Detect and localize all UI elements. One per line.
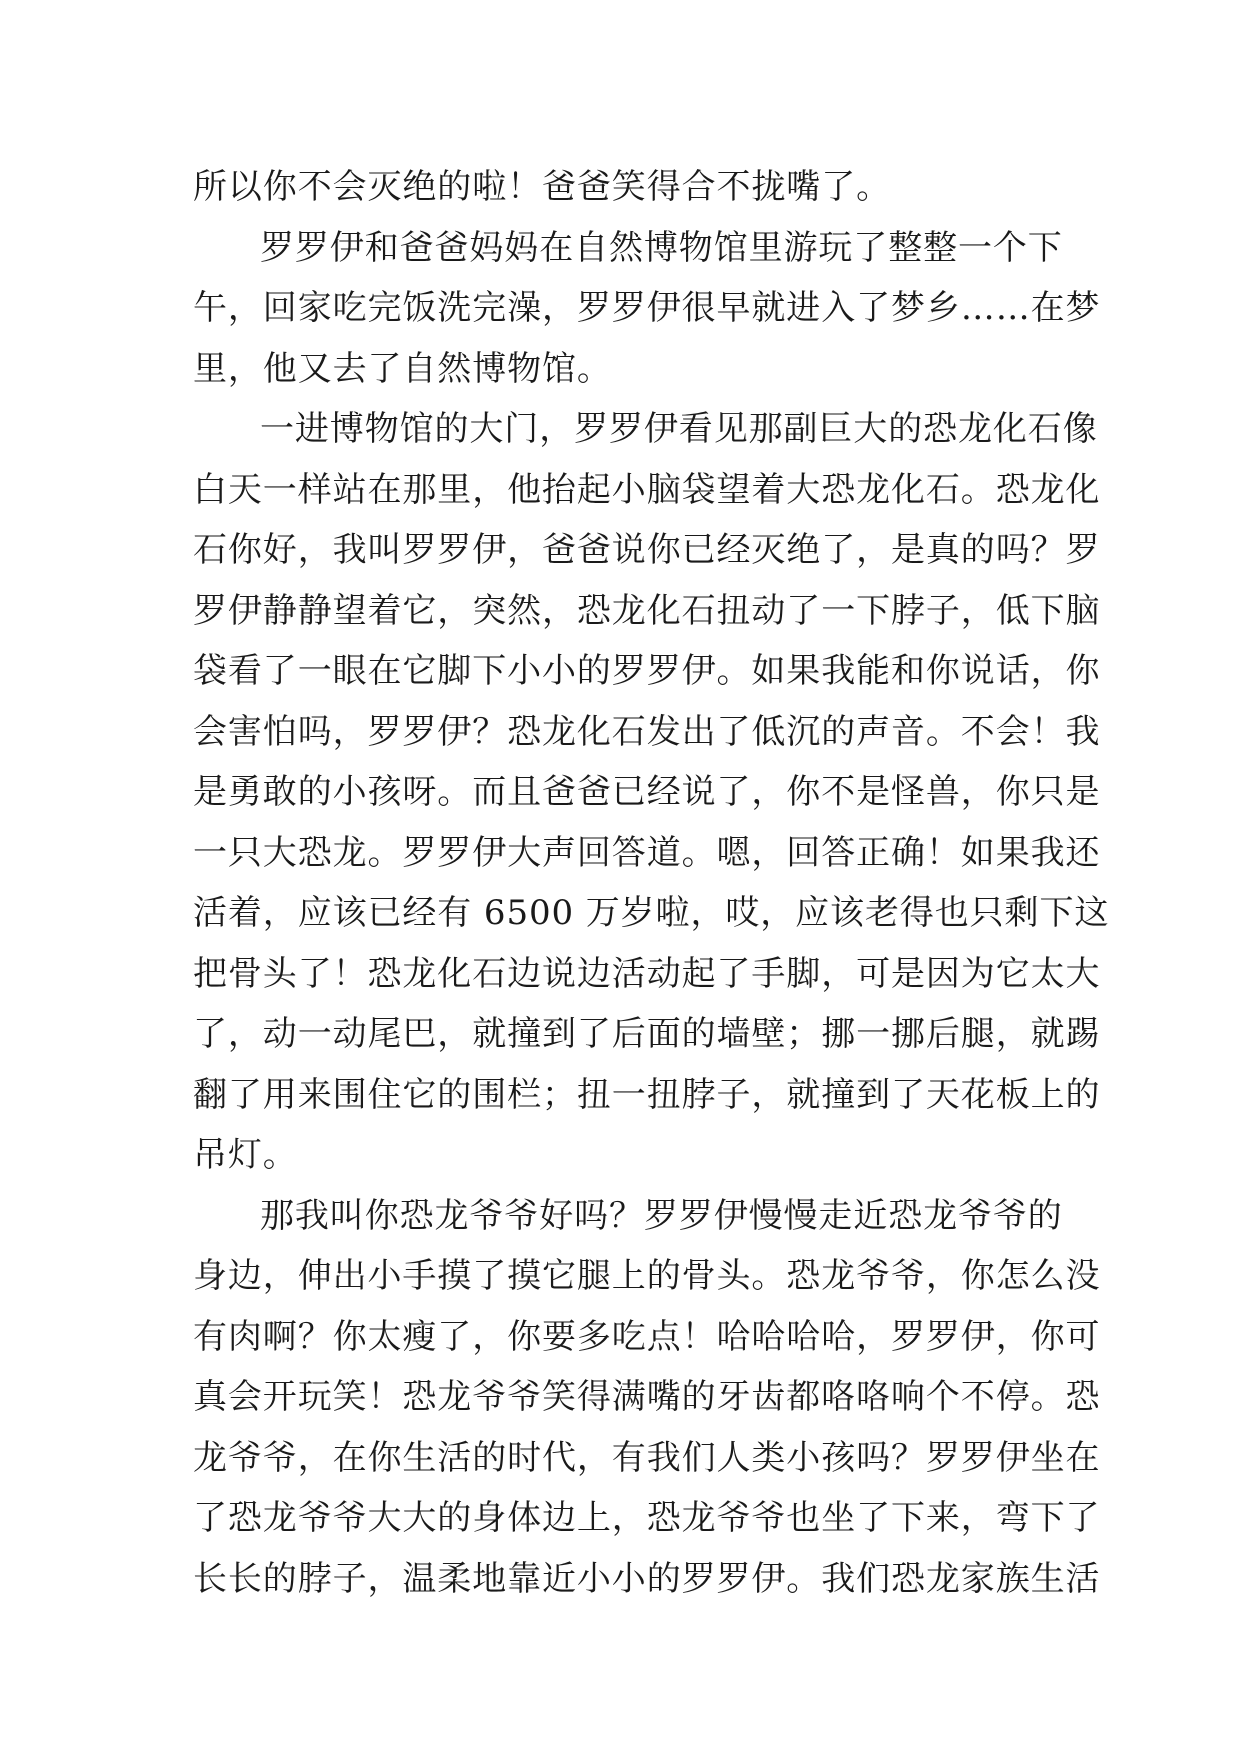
text-line: 真会开玩笑！恐龙爷爷笑得满嘴的牙齿都咯咯响个不停。恐 [193,1377,1101,1417]
body-text [193,157,1110,1609]
paragraph-first-line: 那我叫你恐龙爷爷好吗？罗罗伊慢慢走近恐龙爷爷的 [260,1195,1063,1236]
text-line: 吊灯。 [193,1135,298,1175]
text-line: 把骨头了！恐龙化石边说边活动起了手脚，可是因为它太大 [193,953,1101,994]
text-line: 里，他又去了自然博物馆。 [193,348,612,389]
text-line: 了，动一动尾巴，就撞到了后面的墙壁；挪一挪后腿，就踢 [193,1014,1101,1054]
text-line: 身边，伸出小手摸了摸它腿上的骨头。恐龙爷爷，你怎么没 [193,1256,1101,1296]
text-line: 罗伊静静望着它，突然，恐龙化石扭动了一下脖子，低下脑 [193,590,1101,631]
text-line: 袋看了一眼在它脚下小小的罗罗伊。如果我能和你说话，你 [193,651,1101,691]
text-line: 有肉啊？你太瘦了，你要多吃点！哈哈哈哈，罗罗伊，你可 [193,1316,1101,1357]
text-line: 白天一样站在那里，他抬起小脑袋望着大恐龙化石。恐龙化 [193,469,1101,510]
text-line: 长长的脖子，温柔地靠近小小的罗罗伊。我们恐龙家族生活 [193,1558,1101,1599]
text-line: 石你好，我叫罗罗伊，爸爸说你已经灭绝了，是真的吗？罗 [193,530,1101,570]
text-line: 午，回家吃完饭洗完澡，罗罗伊很早就进入了梦乡……在梦 [193,288,1101,328]
text-line: 一只大恐龙。罗罗伊大声回答道。嗯，回答正确！如果我还 [193,832,1101,873]
text-line: 了恐龙爷爷大大的身体边上，恐龙爷爷也坐了下来，弯下了 [193,1498,1101,1538]
text-line: 活着，应该已经有 6500 万岁啦，哎，应该老得也只剩下这 [193,893,1110,933]
text-line: 是勇敢的小孩呀。而且爸爸已经说了，你不是怪兽，你只是 [193,772,1101,812]
text-line: 龙爷爷，在你生活的时代，有我们人类小孩吗？罗罗伊坐在 [193,1437,1101,1478]
text-line: 翻了用来围住它的围栏；扭一扭脖子，就撞到了天花板上的 [193,1074,1101,1115]
text-line: 所以你不会灭绝的啦！爸爸笑得合不拢嘴了。 [193,167,891,207]
paragraph-first-line: 一进博物馆的大门，罗罗伊看见那副巨大的恐龙化石像 [260,409,1098,449]
text-line: 会害怕吗，罗罗伊？恐龙化石发出了低沉的声音。不会！我 [193,711,1101,752]
paragraph-first-line: 罗罗伊和爸爸妈妈在自然博物馆里游玩了整整一个下 [260,227,1063,268]
